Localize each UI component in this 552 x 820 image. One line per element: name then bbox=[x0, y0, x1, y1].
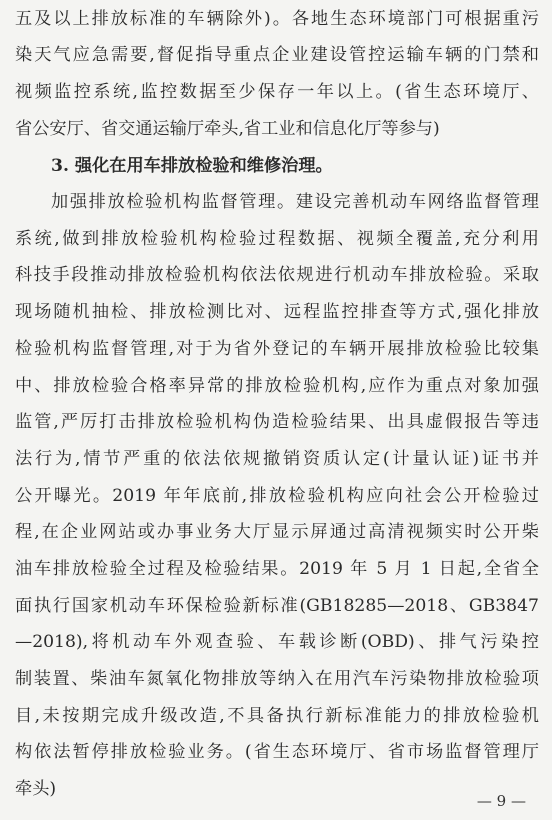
text-line: 法行为,情节严重的依法依规撤销资质认定(计量认证)证书并 bbox=[15, 449, 539, 469]
text-line: 省公安厅、省交通运输厅牵头,省工业和信息化厅等参与) bbox=[15, 119, 440, 139]
text-line: 制装置、柴油车氮氧化物排放等纳入在用汽车污染物排放检验项 bbox=[15, 669, 539, 689]
text-line: 监管,严厉打击排放检验机构伪造检验结果、出具虚假报告等违 bbox=[15, 412, 539, 432]
text-line: 公开曝光。2019 年年底前,排放检验机构应向社会公开检验过 bbox=[15, 486, 539, 506]
text-line: 牵头) bbox=[15, 779, 57, 799]
text-line: 视频监控系统,监控数据至少保存一年以上。(省生态环境厅、 bbox=[15, 82, 539, 102]
paragraph-first-line: 加强排放检验机构监督管理。建设完善机动车网络监督管理 bbox=[51, 192, 539, 212]
text-line: 油车排放检验全过程及检验结果。2019 年 5 月 1 日起,全省全 bbox=[15, 559, 539, 579]
text-line: —2018),将机动车外观查验、车载诊断(OBD)、排气污染控 bbox=[15, 632, 539, 652]
text-line: 检验机构监督管理,对于为省外登记的车辆开展排放检验比较集 bbox=[15, 339, 539, 359]
text-line: 科技手段推动排放检验机构依法依规进行机动车排放检验。采取 bbox=[15, 265, 539, 285]
text-line: 构依法暂停排放检验业务。(省生态环境厅、省市场监督管理厅 bbox=[15, 742, 539, 762]
page-number: — 9 — bbox=[476, 792, 526, 810]
text-line: 程,在企业网站或办事业务大厅显示屏通过高清视频实时公开柴 bbox=[15, 522, 539, 542]
text-line: 中、排放检验合格率异常的排放检验机构,应作为重点对象加强 bbox=[15, 376, 539, 396]
text-line: 系统,做到排放检验机构检验过程数据、视频全覆盖,充分利用 bbox=[15, 229, 539, 249]
section-heading: 3. 强化在用车排放检验和维修治理。 bbox=[51, 156, 333, 176]
text-line: 目,未按期完成升级改造,不具备执行新标准能力的排放检验机 bbox=[15, 706, 539, 726]
text-line: 染天气应急需要,督促指导重点企业建设管控运输车辆的门禁和 bbox=[15, 45, 539, 65]
text-line: 现场随机抽检、排放检测比对、远程监控排查等方式,强化排放 bbox=[15, 302, 539, 322]
text-line: 五及以上排放标准的车辆除外)。各地生态环境部门可根据重污 bbox=[15, 9, 539, 29]
text-line: 面执行国家机动车环保检验新标准(GB18285—2018、GB3847 bbox=[15, 596, 539, 616]
